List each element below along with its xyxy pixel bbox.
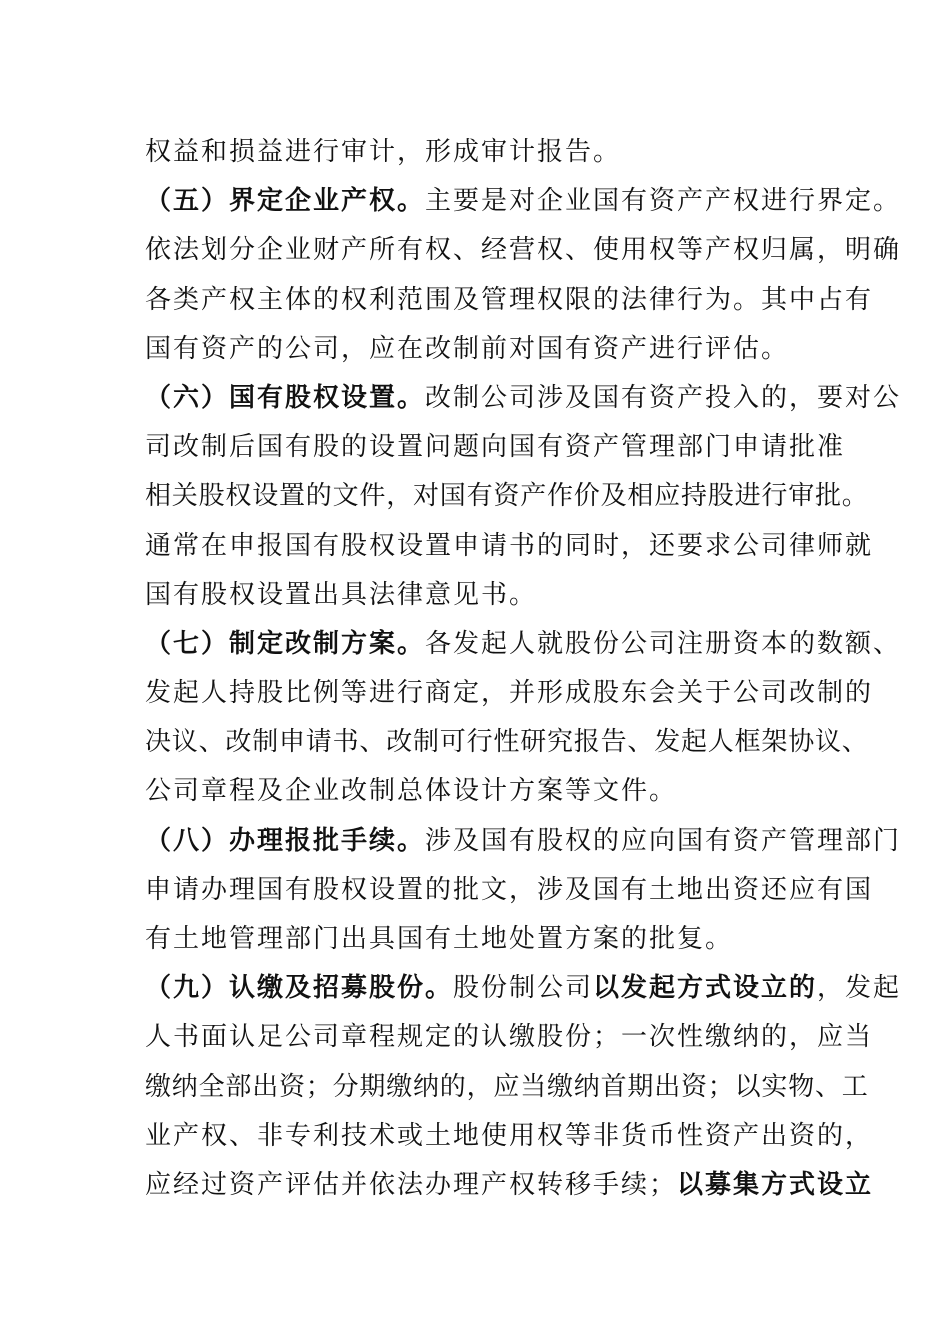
text-span: 业产权、非专利技术或土地使用权等非货币性资产出资的， — [145, 1120, 874, 1151]
text-span: 国有股权设置出具法律意见书。 — [145, 579, 538, 610]
text-line — [145, 226, 902, 275]
text-line — [145, 1013, 874, 1062]
text-span: 缴纳全部出资；分期缴纳的，应当缴纳首期出资；以实物、工 — [145, 1071, 869, 1102]
text-line — [145, 374, 902, 423]
text-line — [145, 472, 869, 521]
text-line — [145, 915, 813, 964]
text-span: 股份制公司 — [453, 973, 594, 1004]
text-span: 各类产权主体的权利范围及管理权限的法律行为。其中占有 — [145, 284, 874, 315]
document-body — [145, 128, 902, 1210]
text-span: 人书面认足公司章程规定的认缴股份；一次性缴纳的，应当 — [145, 1022, 874, 1053]
text-span: 国有资产的公司，应在改制前对国有资产进行评估。 — [145, 333, 790, 364]
text-span: 相关股权设置的文件，对国有资产作价及相应持股进行审批。 — [145, 481, 869, 512]
text-line — [145, 276, 874, 325]
text-span: 发起人持股比例等进行商定，并形成股东会关于公司改制的 — [145, 678, 874, 709]
text-span: 各发起人就股份公司注册资本的数额、 — [425, 628, 902, 659]
text-span: 依法划分企业财产所有权、经营权、使用权等产权归属，明确 — [145, 235, 902, 266]
bold-text-span: （八）办理报批手续。 — [145, 825, 426, 856]
bold-text-span: （七）制定改制方案。 — [145, 628, 426, 659]
bold-text-span: （九）认缴及招募股份。 — [145, 973, 454, 1004]
text-line — [145, 817, 902, 866]
text-line — [145, 177, 902, 226]
text-line — [145, 1063, 869, 1112]
text-line — [145, 571, 813, 620]
bold-text-span: 以募集方式设立 — [677, 1169, 874, 1200]
text-span: 主要是对企业国有资产产权进行界定。 — [425, 186, 902, 217]
text-line — [145, 522, 874, 571]
text-line — [145, 128, 813, 177]
text-span: 有土地管理部门出具国有土地处置方案的批复。 — [145, 924, 734, 954]
text-span: 公司章程及企业改制总体设计方案等文件。 — [145, 776, 678, 807]
text-span: 权益和损益进行审计，形成审计报告。 — [145, 137, 622, 167]
text-span: 涉及国有股权的应向国有资产管理部门 — [425, 825, 902, 856]
text-span: 通常在申报国有股权设置申请书的同时，还要求公司律师就 — [145, 530, 874, 561]
bold-text-span: （五）界定企业产权。 — [145, 186, 426, 217]
text-span: 申请办理国有股权设置的批文，涉及国有土地出资还应有国 — [145, 874, 874, 905]
text-line — [145, 767, 813, 816]
text-span: 应经过资产评估并依法办理产权转移手续； — [145, 1169, 678, 1200]
text-line — [145, 1161, 874, 1210]
text-span: 改制公司涉及国有资产投入的，要对公 — [425, 382, 902, 413]
text-span: ，发起 — [817, 973, 902, 1004]
bold-text-span: （六）国有股权设置。 — [145, 382, 426, 413]
text-line — [145, 669, 874, 718]
text-line — [145, 866, 874, 915]
text-span: 决议、改制申请书、改制可行性研究报告、发起人框架协议、 — [145, 727, 869, 758]
text-line — [145, 718, 869, 767]
bold-text-span: 以发起方式设立的 — [593, 973, 818, 1004]
text-line — [145, 325, 813, 374]
text-line — [145, 423, 846, 472]
text-span: 司改制后国有股的设置问题向国有资产管理部门申请批准 — [145, 432, 846, 463]
text-line — [145, 620, 902, 669]
text-line — [145, 1112, 874, 1161]
text-line — [145, 964, 902, 1013]
